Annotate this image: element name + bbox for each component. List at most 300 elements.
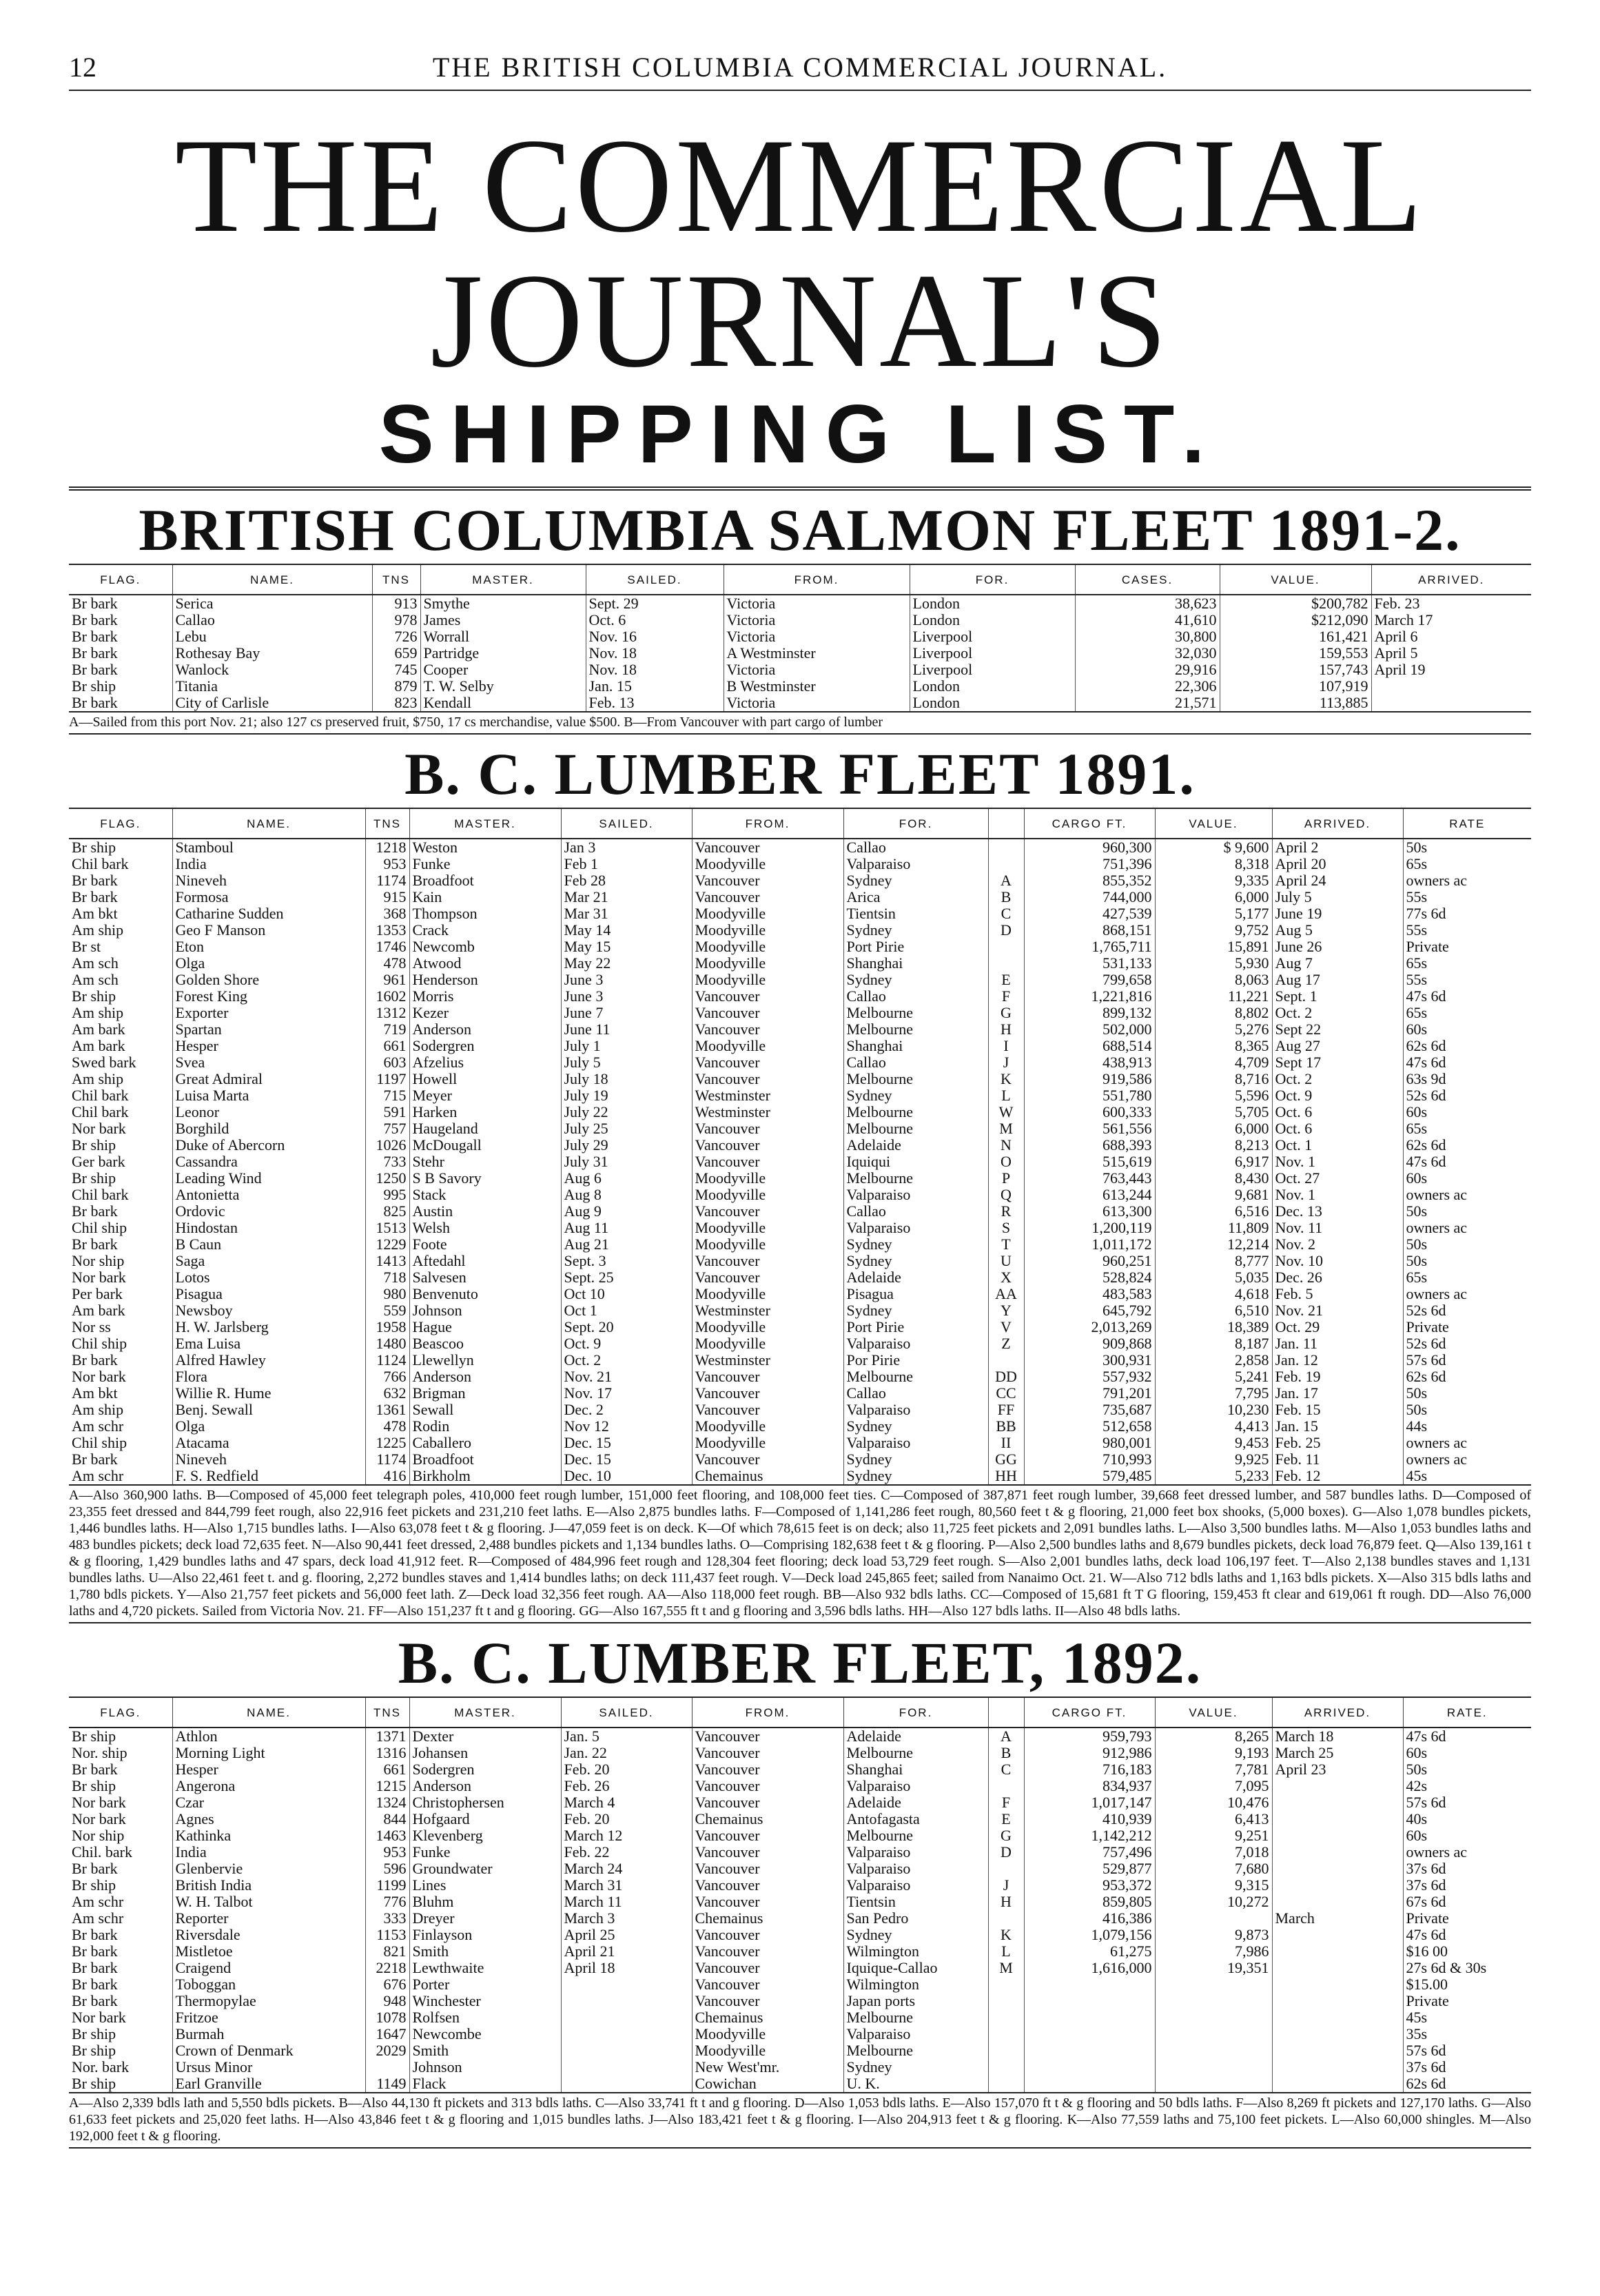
table-cell: Br bark bbox=[72, 1451, 118, 1468]
table-row bbox=[69, 1104, 1531, 1120]
table-cell: Birkholm bbox=[409, 1468, 561, 1485]
table-cell: Salvesen bbox=[409, 1269, 561, 1286]
table-cell: Melbourne bbox=[843, 1104, 988, 1120]
table-row bbox=[69, 1927, 1531, 1943]
table-cell: Moodyville bbox=[692, 1435, 843, 1451]
table-cell: 65s bbox=[1403, 1120, 1531, 1137]
table-cell: 55s bbox=[1403, 972, 1531, 988]
table-cell: Rolfsen bbox=[409, 2009, 561, 2026]
table-row bbox=[69, 856, 1531, 872]
column-header: FLAG. bbox=[69, 808, 172, 839]
table-cell bbox=[988, 955, 1024, 972]
table-cell: 9,453 bbox=[1155, 1435, 1272, 1451]
table-cell: Nor. ship bbox=[72, 1745, 127, 1761]
table-cell: 821 bbox=[365, 1943, 409, 1960]
table-cell: 823 bbox=[372, 695, 420, 712]
table-cell: 62s 6d bbox=[1403, 2075, 1531, 2093]
table-row bbox=[69, 1253, 1531, 1269]
table-cell: 1153 bbox=[365, 1927, 409, 1943]
table-cell: 6,413 bbox=[1155, 1811, 1272, 1827]
table-cell: Vancouver bbox=[692, 1877, 843, 1894]
table-cell: 1174 bbox=[365, 872, 409, 889]
lumber-fleet-1892-table bbox=[69, 1697, 1531, 2093]
table-cell: Am schr bbox=[72, 1418, 124, 1435]
table-cell: Sept 17 bbox=[1272, 1054, 1403, 1071]
table-cell: 52s 6d bbox=[1403, 1302, 1531, 1319]
table-cell: 47s 6d bbox=[1403, 1154, 1531, 1170]
table-cell bbox=[1024, 2059, 1155, 2075]
table-cell: Kathinka bbox=[172, 1827, 365, 1844]
table-cell: Burmah bbox=[172, 2026, 365, 2042]
table-cell: Am ship bbox=[72, 1071, 124, 1087]
table-cell: 45s bbox=[1403, 2009, 1531, 2026]
table-cell: Aug 9 bbox=[561, 1203, 692, 1220]
table-cell: Por Pirie bbox=[843, 1352, 988, 1369]
table-cell: Moodyville bbox=[692, 1170, 843, 1187]
table-cell: Am bkt bbox=[72, 905, 118, 922]
table-cell bbox=[1272, 1861, 1403, 1877]
table-cell: 37s 6d bbox=[1403, 1877, 1531, 1894]
table-cell: 844 bbox=[365, 1811, 409, 1827]
table-cell: Agnes bbox=[172, 1811, 365, 1827]
table-cell: 5,035 bbox=[1155, 1269, 1272, 1286]
table-row bbox=[69, 1993, 1531, 2009]
table-cell: Benj. Sewall bbox=[172, 1402, 365, 1418]
column-header: SAILED. bbox=[561, 1697, 692, 1728]
table-cell: 1958 bbox=[365, 1319, 409, 1335]
table-cell: July 22 bbox=[561, 1104, 692, 1120]
table-cell: Jan. 17 bbox=[1272, 1385, 1403, 1402]
table-cell: 55s bbox=[1403, 922, 1531, 939]
table-cell: 62s 6d bbox=[1403, 1137, 1531, 1154]
table-cell: 57s 6d bbox=[1403, 1352, 1531, 1369]
shipping-list-heading: SHIPPING LIST. bbox=[378, 388, 1222, 480]
table-cell: Am bkt bbox=[72, 1385, 118, 1402]
table-cell: Moodyville bbox=[692, 905, 843, 922]
table-cell: Chil bark bbox=[72, 856, 129, 872]
table-cell: Valparaiso bbox=[843, 1877, 988, 1894]
table-row bbox=[69, 1877, 1531, 1894]
column-header: MASTER. bbox=[409, 808, 561, 839]
table-cell: Br st bbox=[72, 939, 101, 955]
column-header: FROM. bbox=[692, 808, 843, 839]
table-row bbox=[69, 2059, 1531, 2075]
table-row bbox=[69, 1943, 1531, 1960]
table-cell: 978 bbox=[372, 612, 420, 628]
table-cell: Chil bark bbox=[72, 1187, 129, 1203]
column-header: FOR. bbox=[843, 1697, 988, 1728]
table-cell: 659 bbox=[372, 645, 420, 662]
table-cell: 1647 bbox=[365, 2026, 409, 2042]
table-cell: 57s 6d bbox=[1403, 2042, 1531, 2059]
table-cell: Stehr bbox=[409, 1154, 561, 1170]
table-cell: 596 bbox=[365, 1861, 409, 1877]
table-row bbox=[69, 1894, 1531, 1910]
table-cell: Vancouver bbox=[692, 1071, 843, 1087]
table-cell: Saga bbox=[172, 1253, 365, 1269]
table-row bbox=[69, 1910, 1531, 1927]
table-cell: March 17 bbox=[1371, 612, 1531, 628]
table-cell: Victoria bbox=[724, 695, 910, 712]
table-cell: F bbox=[988, 1794, 1024, 1811]
table-cell: 763,443 bbox=[1024, 1170, 1155, 1187]
table-cell bbox=[561, 2009, 692, 2026]
table-row bbox=[69, 922, 1531, 939]
column-header: CARGO FT. bbox=[1024, 808, 1155, 839]
table-cell: April 23 bbox=[1272, 1761, 1403, 1778]
table-cell: Jan. 15 bbox=[586, 678, 724, 695]
table-cell: 953 bbox=[365, 1844, 409, 1861]
lumber-fleet-1891-table bbox=[69, 808, 1531, 1486]
table-cell: Br bark bbox=[72, 1352, 118, 1369]
table-cell: L bbox=[988, 1943, 1024, 1960]
table-cell: Craigend bbox=[172, 1960, 365, 1976]
table-row bbox=[69, 988, 1531, 1005]
table-cell: 416,386 bbox=[1024, 1910, 1155, 1927]
table-cell: 47s 6d bbox=[1403, 1927, 1531, 1943]
table-cell: Chil. bark bbox=[72, 1844, 132, 1861]
table-cell: 591 bbox=[365, 1104, 409, 1120]
table-cell: Atwood bbox=[409, 955, 561, 972]
table-cell: Partridge bbox=[420, 645, 586, 662]
table-cell: Vancouver bbox=[692, 1976, 843, 1993]
table-cell: 5,596 bbox=[1155, 1087, 1272, 1104]
table-cell: W bbox=[988, 1104, 1024, 1120]
table-cell: Sydney bbox=[843, 1451, 988, 1468]
table-cell bbox=[1371, 678, 1531, 695]
table-cell: H. W. Jarlsberg bbox=[172, 1319, 365, 1335]
table-cell: Lewthwaite bbox=[409, 1960, 561, 1976]
table-row bbox=[69, 1811, 1531, 1827]
table-cell: 719 bbox=[365, 1021, 409, 1038]
table-cell: Br bark bbox=[72, 1861, 118, 1877]
table-cell: 7,680 bbox=[1155, 1861, 1272, 1877]
table-cell: 1149 bbox=[365, 2075, 409, 2093]
table-cell: 919,586 bbox=[1024, 1071, 1155, 1087]
table-cell bbox=[1272, 2042, 1403, 2059]
table-cell bbox=[1272, 1943, 1403, 1960]
table-cell: Oct. 1 bbox=[1272, 1137, 1403, 1154]
table-cell: 1218 bbox=[365, 839, 409, 856]
table-cell: 766 bbox=[365, 1369, 409, 1385]
table-cell: London bbox=[910, 695, 1075, 712]
table-cell: X bbox=[988, 1269, 1024, 1286]
table-cell: June 3 bbox=[561, 988, 692, 1005]
table-cell: Br ship bbox=[72, 2026, 116, 2042]
table-cell: 953,372 bbox=[1024, 1877, 1155, 1894]
table-cell bbox=[988, 1910, 1024, 1927]
table-cell: Adelaide bbox=[843, 1269, 988, 1286]
column-header: TNS bbox=[372, 564, 420, 595]
table-cell: April 6 bbox=[1371, 628, 1531, 645]
table-cell: Feb. 23 bbox=[1371, 595, 1531, 612]
table-row bbox=[69, 1236, 1531, 1253]
table-cell: Br bark bbox=[69, 695, 172, 712]
table-cell: Nov. 21 bbox=[561, 1369, 692, 1385]
table-cell: Hofgaard bbox=[409, 1811, 561, 1827]
table-cell: 8,716 bbox=[1155, 1071, 1272, 1087]
table-cell: 50s bbox=[1403, 1402, 1531, 1418]
table-cell bbox=[988, 2075, 1024, 2093]
table-cell: Afzelius bbox=[409, 1054, 561, 1071]
table-cell: Valparaiso bbox=[843, 856, 988, 872]
table-cell: 561,556 bbox=[1024, 1120, 1155, 1137]
table-cell: 8,187 bbox=[1155, 1335, 1272, 1352]
table-cell: 960,251 bbox=[1024, 1253, 1155, 1269]
table-cell: 661 bbox=[365, 1761, 409, 1778]
table-cell: Dec. 15 bbox=[561, 1451, 692, 1468]
table-cell: 11,809 bbox=[1155, 1220, 1272, 1236]
table-cell: Swed bark bbox=[72, 1054, 136, 1071]
table-cell: Formosa bbox=[172, 889, 365, 905]
table-cell: Dec. 2 bbox=[561, 1402, 692, 1418]
table-cell: II bbox=[988, 1435, 1024, 1451]
table-cell: 7,986 bbox=[1155, 1943, 1272, 1960]
table-cell: Victoria bbox=[724, 662, 910, 678]
table-cell: 1225 bbox=[365, 1435, 409, 1451]
table-cell: Liverpool bbox=[910, 645, 1075, 662]
table-cell: March bbox=[1272, 1910, 1403, 1927]
table-cell bbox=[561, 1993, 692, 2009]
table-cell: V bbox=[988, 1319, 1024, 1335]
table-cell bbox=[561, 1976, 692, 1993]
table-cell: E bbox=[988, 1811, 1024, 1827]
table-cell: Port Pirie bbox=[843, 1319, 988, 1335]
table-cell: Hesper bbox=[172, 1038, 365, 1054]
table-cell: Feb. 25 bbox=[1272, 1435, 1403, 1451]
table-cell: 899,132 bbox=[1024, 1005, 1155, 1021]
table-row bbox=[69, 628, 1531, 645]
table-cell: 579,485 bbox=[1024, 1468, 1155, 1485]
table-cell: Q bbox=[988, 1187, 1024, 1203]
table-cell: Br bark bbox=[72, 628, 118, 645]
table-cell: 4,618 bbox=[1155, 1286, 1272, 1302]
table-cell: Benvenuto bbox=[409, 1286, 561, 1302]
table-cell: 1078 bbox=[365, 2009, 409, 2026]
table-cell: 5,177 bbox=[1155, 905, 1272, 922]
table-cell: M bbox=[988, 1960, 1024, 1976]
table-cell: Sydney bbox=[843, 2059, 988, 2075]
table-cell: April 19 bbox=[1371, 662, 1531, 678]
table-cell: Callao bbox=[172, 612, 372, 628]
table-row bbox=[69, 1861, 1531, 1877]
table-cell: Worrall bbox=[420, 628, 586, 645]
table-cell: owners ac bbox=[1403, 1844, 1531, 1861]
table-cell: Feb. 26 bbox=[561, 1778, 692, 1794]
table-cell: 7,795 bbox=[1155, 1385, 1272, 1402]
table-cell: 1229 bbox=[365, 1236, 409, 1253]
table-cell: Br ship bbox=[72, 678, 116, 695]
table-row bbox=[69, 1352, 1531, 1369]
table-cell: 427,539 bbox=[1024, 905, 1155, 922]
table-cell: Jan. 12 bbox=[1272, 1352, 1403, 1369]
table-cell: Llewellyn bbox=[409, 1352, 561, 1369]
table-cell: 60s bbox=[1403, 1827, 1531, 1844]
table-cell: Rothesay Bay bbox=[172, 645, 372, 662]
table-cell: Mistletoe bbox=[172, 1943, 365, 1960]
table-cell bbox=[988, 856, 1024, 872]
table-cell: Wilmington bbox=[843, 1976, 988, 1993]
table-cell: 1353 bbox=[365, 922, 409, 939]
table-cell: Valparaiso bbox=[843, 1220, 988, 1236]
table-cell: Foote bbox=[409, 1236, 561, 1253]
table-cell: $212,090 bbox=[1220, 612, 1371, 628]
column-header: VALUE. bbox=[1155, 808, 1272, 839]
table-cell: C bbox=[988, 1761, 1024, 1778]
table-cell: 483,583 bbox=[1024, 1286, 1155, 1302]
table-cell: Melbourne bbox=[843, 1170, 988, 1187]
table-cell: 859,805 bbox=[1024, 1894, 1155, 1910]
table-row bbox=[69, 1385, 1531, 1402]
table-cell: 47s 6d bbox=[1403, 1728, 1531, 1745]
table-cell: B Westminster bbox=[724, 678, 910, 695]
table-cell: Lebu bbox=[172, 628, 372, 645]
table-cell: Golden Shore bbox=[172, 972, 365, 988]
table-cell: Br ship bbox=[72, 1170, 116, 1187]
table-row bbox=[69, 1435, 1531, 1451]
table-cell: Moodyville bbox=[692, 972, 843, 988]
table-cell: Groundwater bbox=[409, 1861, 561, 1877]
table-cell: Callao bbox=[843, 839, 988, 856]
table-cell: Luisa Marta bbox=[172, 1087, 365, 1104]
table-cell: 5,233 bbox=[1155, 1468, 1272, 1485]
table-cell: Vancouver bbox=[692, 1960, 843, 1976]
table-cell: Antofagasta bbox=[843, 1811, 988, 1827]
table-cell: 1250 bbox=[365, 1170, 409, 1187]
table-cell: 1,200,119 bbox=[1024, 1220, 1155, 1236]
table-cell bbox=[1155, 1993, 1272, 2009]
table-cell: Vancouver bbox=[692, 1827, 843, 1844]
table-cell: Stack bbox=[409, 1187, 561, 1203]
table-cell bbox=[1272, 1993, 1403, 2009]
table-cell: 1312 bbox=[365, 1005, 409, 1021]
table-cell: Valparaiso bbox=[843, 1187, 988, 1203]
table-cell: 50s bbox=[1403, 1761, 1531, 1778]
table-cell bbox=[1155, 2059, 1272, 2075]
table-cell: April 25 bbox=[561, 1927, 692, 1943]
column-header: FLAG. bbox=[69, 564, 172, 595]
table-cell: Stamboul bbox=[172, 839, 365, 856]
table-cell: 19,351 bbox=[1155, 1960, 1272, 1976]
table-cell: Chemainus bbox=[692, 1811, 843, 1827]
table-cell: 478 bbox=[365, 955, 409, 972]
table-cell: Oct. 6 bbox=[1272, 1120, 1403, 1137]
table-cell: Vancouver bbox=[692, 1253, 843, 1269]
table-cell: Winchester bbox=[409, 1993, 561, 2009]
table-cell: D bbox=[988, 922, 1024, 939]
table-cell: Iquique-Callao bbox=[843, 1960, 988, 1976]
table-cell: 62s 6d bbox=[1403, 1038, 1531, 1054]
table-cell bbox=[561, 2059, 692, 2075]
table-cell: 42s bbox=[1403, 1778, 1531, 1794]
table-cell: Feb. 12 bbox=[1272, 1468, 1403, 1485]
table-row bbox=[69, 1418, 1531, 1435]
table-cell bbox=[988, 1352, 1024, 1369]
table-cell: 15,891 bbox=[1155, 939, 1272, 955]
table-cell: 603 bbox=[365, 1054, 409, 1071]
table-cell: Vancouver bbox=[692, 1021, 843, 1038]
table-cell: 21,571 bbox=[1075, 695, 1220, 712]
table-cell: Funke bbox=[409, 856, 561, 872]
table-cell: Weston bbox=[409, 839, 561, 856]
table-cell: Dec. 15 bbox=[561, 1435, 692, 1451]
table-row bbox=[69, 1203, 1531, 1220]
table-row bbox=[69, 2009, 1531, 2026]
table-cell: Thermopylae bbox=[172, 1993, 365, 2009]
table-cell: Private bbox=[1403, 1910, 1531, 1927]
table-cell: 113,885 bbox=[1220, 695, 1371, 712]
table-cell: Moodyville bbox=[692, 2026, 843, 2042]
table-cell: 1124 bbox=[365, 1352, 409, 1369]
table-cell: Porter bbox=[409, 1976, 561, 1993]
table-cell: 8,802 bbox=[1155, 1005, 1272, 1021]
table-cell: Nov. 10 bbox=[1272, 1253, 1403, 1269]
table-cell: Oct. 9 bbox=[1272, 1087, 1403, 1104]
table-cell: Vancouver bbox=[692, 1385, 843, 1402]
column-header: CARGO FT. bbox=[1024, 1697, 1155, 1728]
table-cell: 60s bbox=[1403, 1170, 1531, 1187]
table-cell: Oct 10 bbox=[561, 1286, 692, 1302]
table-cell bbox=[365, 2059, 409, 2075]
table-cell: F bbox=[988, 988, 1024, 1005]
table-cell: 1,221,816 bbox=[1024, 988, 1155, 1005]
table-cell: 9,251 bbox=[1155, 1827, 1272, 1844]
table-cell: owners ac bbox=[1403, 1435, 1531, 1451]
table-cell: Am bark bbox=[72, 1302, 125, 1319]
table-cell: 799,658 bbox=[1024, 972, 1155, 988]
table-cell: Br ship bbox=[72, 1137, 116, 1154]
table-cell: San Pedro bbox=[843, 1910, 988, 1927]
table-cell: Melbourne bbox=[843, 2042, 988, 2059]
table-cell: Br bark bbox=[72, 595, 118, 612]
table-cell: N bbox=[988, 1137, 1024, 1154]
table-cell: Iquiqui bbox=[843, 1154, 988, 1170]
table-cell: Private bbox=[1403, 1319, 1531, 1335]
table-row bbox=[69, 1335, 1531, 1352]
table-cell: 1316 bbox=[365, 1745, 409, 1761]
table-cell: 1480 bbox=[365, 1335, 409, 1352]
table-cell: 60s bbox=[1403, 1021, 1531, 1038]
table-cell: Vancouver bbox=[692, 1844, 843, 1861]
table-cell: Johnson bbox=[409, 1302, 561, 1319]
table-cell: Nor ship bbox=[72, 1253, 125, 1269]
table-cell: 688,393 bbox=[1024, 1137, 1155, 1154]
table-cell: 157,743 bbox=[1220, 662, 1371, 678]
table-cell: July 18 bbox=[561, 1071, 692, 1087]
table-cell: Finlayson bbox=[409, 1927, 561, 1943]
table-cell: 751,396 bbox=[1024, 856, 1155, 872]
table-cell: Moodyville bbox=[692, 1038, 843, 1054]
table-cell: Austin bbox=[409, 1203, 561, 1220]
table-cell: Br bark bbox=[72, 645, 118, 662]
table-cell: April 18 bbox=[561, 1960, 692, 1976]
table-cell: 32,030 bbox=[1075, 645, 1220, 662]
column-header: ARRIVED. bbox=[1272, 1697, 1403, 1728]
table-cell bbox=[1272, 1794, 1403, 1811]
table-cell: Smythe bbox=[420, 595, 586, 612]
running-header bbox=[69, 41, 1531, 91]
table-cell: 502,000 bbox=[1024, 1021, 1155, 1038]
table-cell: Port Pirie bbox=[843, 939, 988, 955]
table-cell: 37s 6d bbox=[1403, 2059, 1531, 2075]
table-cell: 29,916 bbox=[1075, 662, 1220, 678]
table-cell: Pisagua bbox=[172, 1286, 365, 1302]
table-cell: Ema Luisa bbox=[172, 1335, 365, 1352]
table-cell: Victoria bbox=[724, 628, 910, 645]
table-cell: Dec. 26 bbox=[1272, 1269, 1403, 1286]
table-cell: Sydney bbox=[843, 922, 988, 939]
table-cell: Oct. 6 bbox=[1272, 1104, 1403, 1120]
